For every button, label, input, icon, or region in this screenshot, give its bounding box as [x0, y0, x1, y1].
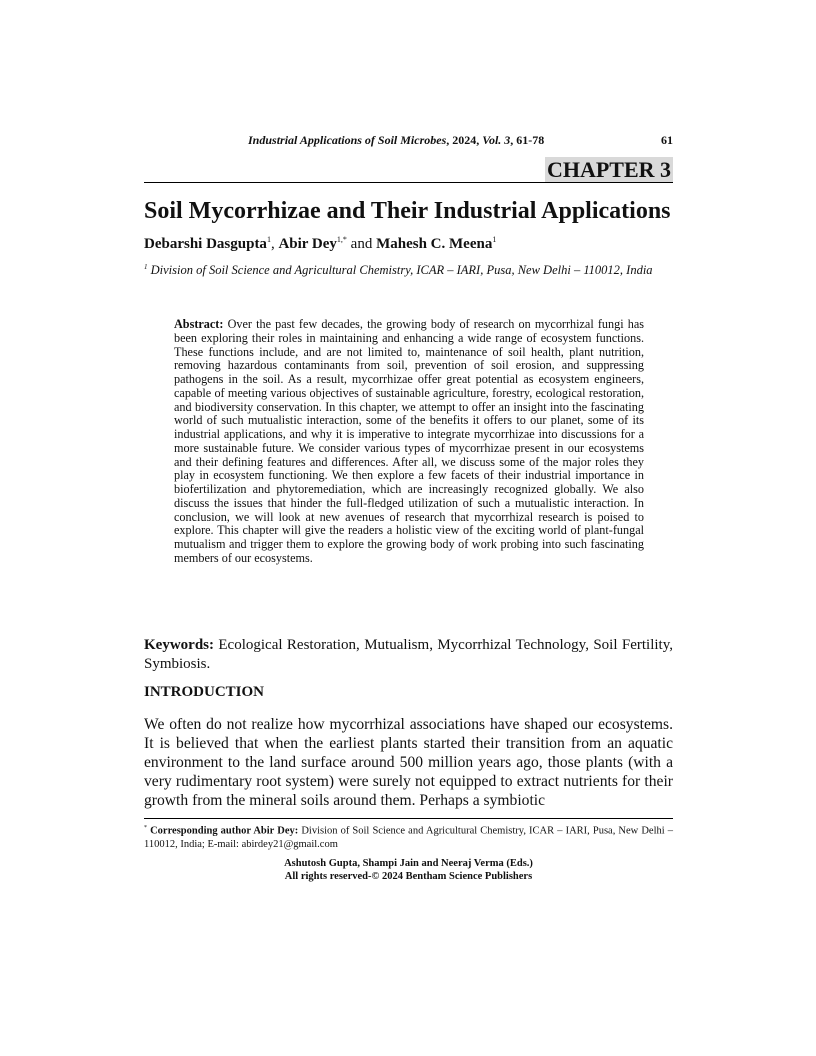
author-separator: and [346, 236, 377, 252]
abstract [174, 318, 644, 566]
affiliation-mark: 1 [144, 263, 148, 271]
publisher-info [144, 857, 673, 883]
chapter-rule [144, 182, 673, 183]
footnote [144, 822, 673, 851]
author-affiliation-mark: 1 [266, 235, 271, 244]
keywords-text: Ecological Restoration, Mutualism, Mycorrhizal Technology, Soil Fertility, Symbiosis. [144, 637, 673, 672]
author-separator: , [270, 236, 279, 252]
affiliation-text: Division of Soil Science and Agricultural Chemistry, ICAR – IARI, Pusa, New Delhi – 110012, India [147, 263, 653, 278]
author-name: Abir Dey [278, 236, 337, 252]
footnote-mark: * [144, 825, 147, 831]
author-affiliation-mark: 1,* [336, 235, 347, 244]
footnote-text: Division of Soil Science and Agricultural Chemistry, ICAR – IARI, Pusa, New Delhi – 110012, India; E-mail: abirdey21@gmail.com [144, 825, 674, 850]
journal-pages: , 61-78 [510, 133, 545, 147]
section-heading: INTRODUCTION [144, 684, 265, 700]
chapter-title: Soil Mycorrhizae and Their Industrial Applications [144, 198, 671, 224]
affiliation [144, 259, 673, 278]
intro-paragraph: We often do not realize how mycorrhizal associations have shaped our ecosystems. It is believed that when the earliest plants started their transition from an aquatic environment to the land surface around 500 million years ago, those plants (with a very rudimentary root system) were surely not equipped to extract nutrients for their growth from the mineral soils around them. Perhaps a symbiotic [144, 716, 673, 809]
author-name: Mahesh C. Meena [376, 236, 493, 252]
page-number: 61 [661, 133, 673, 147]
journal-volume: Vol. 3 [482, 133, 511, 147]
editors-line: Ashutosh Gupta, Shampi Jain and Neeraj Verma (Eds.) [284, 858, 533, 869]
author-name: Debarshi Dasgupta [144, 236, 267, 252]
journal-citation [248, 133, 544, 148]
footnote-label: Corresponding author Abir Dey: [147, 825, 299, 837]
rights-line: All rights reserved-© 2024 Bentham Science Publishers [284, 871, 533, 882]
running-header [144, 131, 673, 151]
keywords-label: Keywords: [144, 637, 214, 653]
chapter-label: CHAPTER 3 [546, 157, 671, 182]
journal-year: , 2024, [446, 133, 483, 147]
journal-title: Industrial Applications of Soil Microbes [248, 133, 447, 147]
footnote-rule [144, 818, 673, 819]
keywords [144, 636, 673, 674]
abstract-label: Abstract: [174, 317, 224, 331]
abstract-text: Over the past few decades, the growing body of research on mycorrhizal fungi has been exploring their roles in maintaining and enhancing a wide range of ecosystem functions. These functions include, and are not limited to, maintenance of soil health, plant nutrition, removing hazardous contaminants from soil, prevention of soil erosion, and suppressing pathogens in the soil. As a result, mycorrhizae offer great potential as ecosystem engineers, capable of meeting various objectives of sustainable agriculture, forestry, ecological restoration, and biodiversity conservation. In this chapter, we attempt to offer an insight into the fascinating world of such mutualistic interaction, some of the benefits it offers to our planet, some of its industrial applications, and why it is imperative to integrate mycorrhizae into discussions for a more sustainable future. We consider various types of mycorrhizae present in our ecosystems and their defining features and differences. After all, we discuss some of the major roles they play in ecosystem functioning. We then explore a few facets of their industrial importance in biofertilization and phytoremediation, which are increasingly recognized globally. We also discuss the issues that hinder the full-fledged utilization of such a mutualistic interaction. In conclusion, we will look at new avenues of research that mycorrhizal research is poised to explore. This chapter will give the readers a holistic view of the exciting world of plant-fungal mutualism and trigger them to explore the growing body of work probing into such fascinating members of our ecosystems. [174, 317, 644, 565]
author-list [144, 236, 496, 253]
author-affiliation-mark: 1 [492, 235, 497, 244]
